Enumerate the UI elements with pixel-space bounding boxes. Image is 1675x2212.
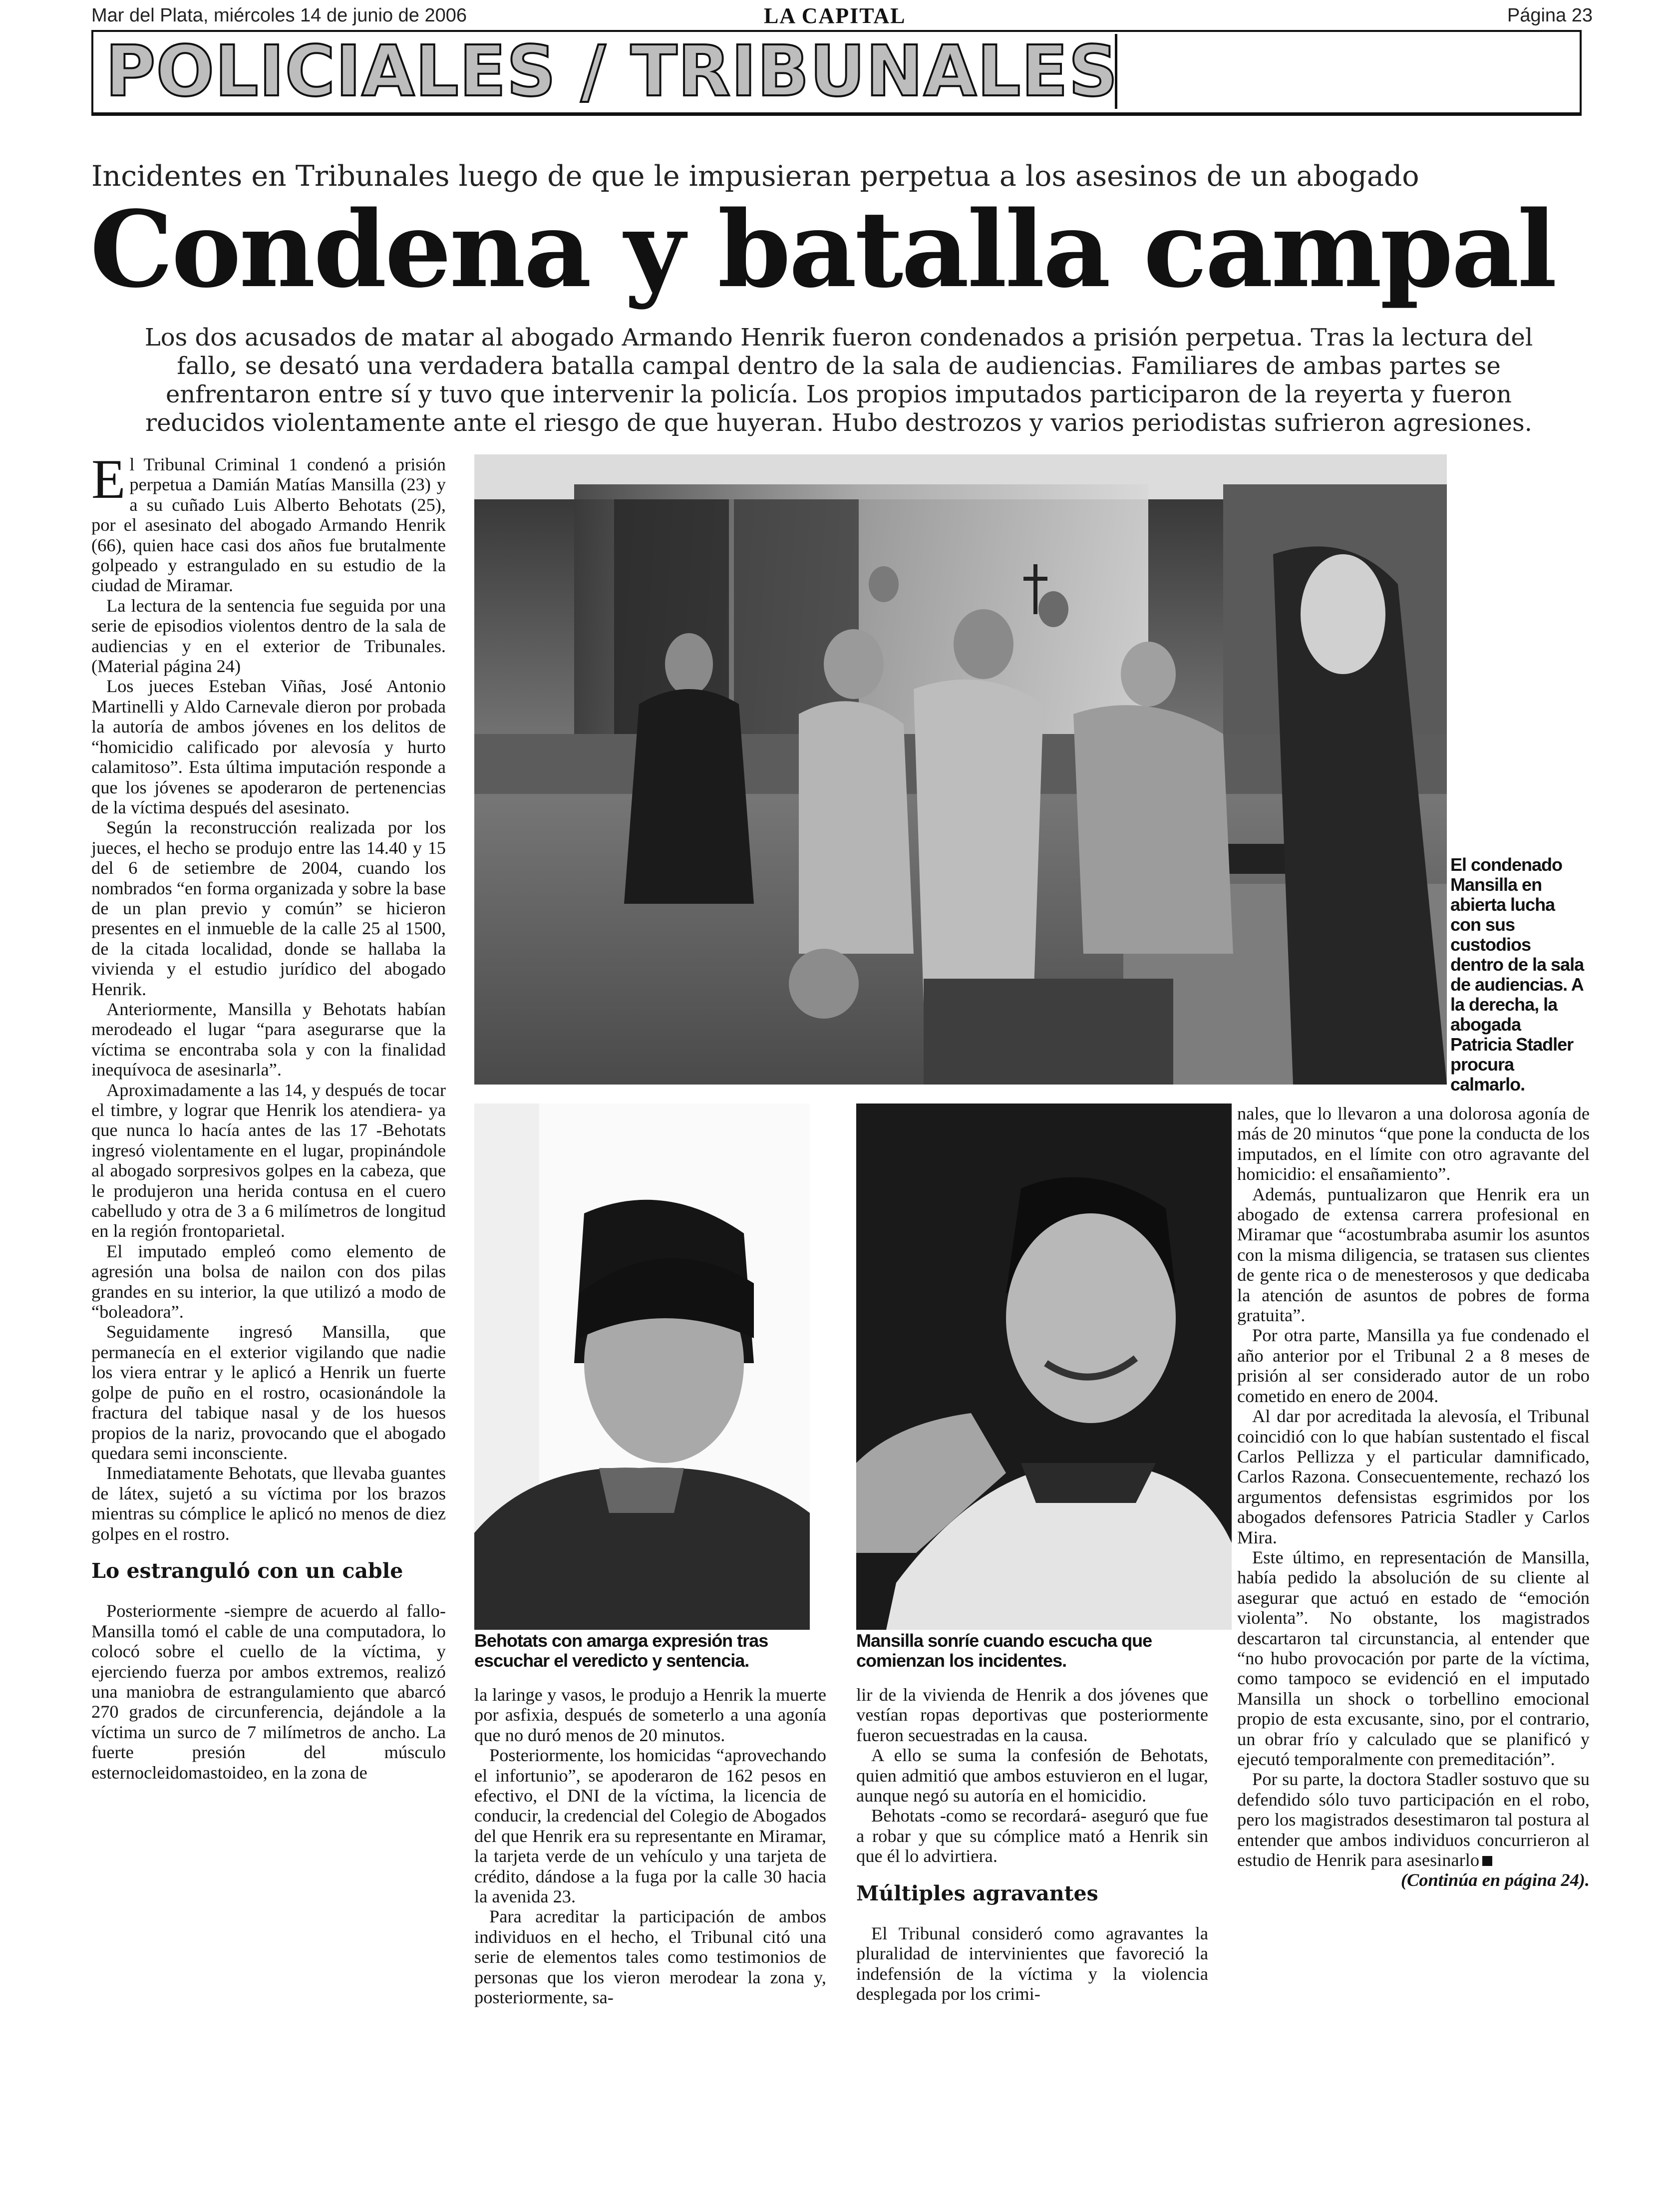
column-3 [856,1685,1208,2004]
dropcap: E [91,448,126,510]
paragraph: Para acreditar la participación de ambos individuos en el hecho, el Tribunal citó una serie de elementos tales como testimonios de personas que los vieron merodear la zona y, posteriormente, sa- [474,1906,826,2008]
masthead: LA CAPITAL [764,3,906,28]
paragraph: Anteriormente, Mansilla y Behotats habían merodeado el lugar “para asegurarse que la víctima se encontraba sola y con la finalidad inequívoca de asesinarla”. [91,999,446,1080]
paragraph: l Tribunal Criminal 1 condenó a prisión perpetua a Damián Matías Mansilla (23) y a su cuñado Luis Alberto Behotats (25), por el asesinato del abogado Armando Henrik (66), quien hace casi dos años fue brutalmente golpeado y estrangulado en su estudio de la ciudad de Miramar. [91,454,446,596]
paragraph: Este último, en representación de Mansilla, había pedido la absolución de su cliente al asegurar que actuó en estado de “emoción violenta”. No obstante, los magistrados descartaron tal circunstancia, al entender que “no hubo provocación por parte de la víctima, como tampoco se evidenció en el imputado Mansilla un shock o torbellino emocional propio de esta excusante, sino, por el contrario, un obrar frío y calculado que se planificó y ejecutó temporalmente con premeditación”. [1237,1547,1590,1769]
paragraph: La lectura de la sentencia fue seguida por una serie de episodios violentos dentro de la sala de audiencias y en el exterior de Tribunales. (Material página 24) [91,595,446,677]
paragraph: Aproximadamente a las 14, y después de tocar el timbre, y lograr que Henrik los atendiera- ya que nunca lo hacía antes de las 17 -Behotats ingresó violentamente en el lugar, propinándole al abogado sorpresivos golpes en la cabeza, que le produjeron una herida contusa en el cuero cabelludo y otra de 3 a 6 milímetros de longitud en la región frontoparietal. [91,1080,446,1241]
paragraph: Posteriormente -siempre de acuerdo al fallo- Mansilla tomó el cable de una computadora, lo colocó sobre el cuello de la víctima, y ejerciendo fuerza por ambos extremos, realizó una maniobra de estrangulamiento que abarcó 270 grados de circunferencia, dejándole a la víctima un surco de 7 milímetros de ancho. La fuerte presión del músculo esternocleidomastoideo, en la zona de [91,1601,446,1783]
paragraph: Inmediatamente Behotats, que llevaba guantes de látex, sujetó a su víctima por los brazos mientras su cómplice le aplicó no menos de diez golpes en el rostro. [91,1463,446,1544]
courtroom-fight-photo [474,454,1447,1085]
behotats-caption: Behotats con amarga expresión tras escuchar el veredicto y sentencia. [474,1630,768,1671]
paragraph: Posteriormente, los homicidas “aprovechando el infortunio”, se apoderaron de 162 pesos en efectivo, el DNI de la víctima, la licencia de conducir, la credencial del Colegio de Abogados del que Henrik era su representante en Miramar, la tarjeta verde de un vehículo y una tarjeta de crédito, dándose a la fuga por la calle 30 hacia la avenida 23. [474,1745,826,1907]
paragraph: Behotats -como se recordará- aseguró que fue a robar y que su cómplice mató a Henrik sin que él lo advirtiera. [856,1806,1208,1866]
column-4 [1237,1104,1590,1890]
mansilla-photo [856,1104,1232,1630]
paragraph: Además, puntualizaron que Henrik era un abogado de extensa carrera profesional en Miramar que “acostumbraba asumir los asuntos con la misma diligencia, se tratasen sus clientes de gente rica o de menesterosos y que dedicaba la atención de asuntos de pobres de forma gratuita”. [1237,1184,1590,1326]
end-mark-icon [1482,1856,1492,1866]
mansilla-portrait [856,1104,1232,1630]
deck: Los dos acusados de matar al abogado Armando Henrik fueron condenados a prisión perpetua. Tras la lectura del fallo, se desató una verdadera batalla campal dentro de la sala de audiencias. Familiares de ambas partes se enfrentaron entre sí y tuvo que intervenir la policía. Los propios imputados participaron de la reyerta y fueron reducidos violentamente ante el riesgo de que huyeran. Hubo destrozos y varios periodistas sufrieron agresiones. [144,324,1533,437]
paragraph: Seguidamente ingresó Mansilla, que permanecía en el exterior vigilando que nadie los viera entrar y le aplicó a Henrik un fuerte golpe de puño en el rostro, ocasionándole la fractura del tabique nasal y de los huesos propios de la nariz, provocando que el abogado quedara semi inconsciente. [91,1322,446,1463]
section-title-box [96,31,1118,112]
paragraph: Por otra parte, Mansilla ya fue condenado el año anterior por el Tribunal 2 a 8 meses de prisión al ser considerado autor de un robo cometido en enero de 2004. [1237,1325,1590,1406]
paragraph: la laringe y vasos, le produjo a Henrik la muerte por asfixia, después de someterlo a una agonía que no duró menos de 20 minutos. [474,1685,826,1745]
continues-note: (Continúa en página 24). [1400,1870,1590,1890]
headline: Condena y batalla campal [90,188,1555,311]
subhead-agravantes: Múltiples agravantes [856,1881,1098,1905]
subhead-cable: Lo estranguló con un cable [91,1558,403,1583]
paragraph: Los jueces Esteban Viñas, José Antonio Martinelli y Aldo Carnevale dieron por probada la autoría de ambos jóvenes en los delitos de “homicidio calificado por alevosía y hurto calamitoso”. Esta última imputación responde a que los jóvenes se apoderaron de pertenencias de la víctima después del asesinato. [91,676,446,817]
paragraph: Según la reconstrucción realizada por los jueces, el hecho se produjo entre las 14.40 y 15 del 6 de setiembre de 2004, cuando los nombrados “en forma organizada y sobre la base de un plan previo y común” se hicieron presentes en el inmueble de la calle 25 al 1500, de la citada localidad, donde se hallaba la vivienda y el estudio jurídico del abogado Henrik. [91,817,446,999]
paragraph-final [1237,1769,1590,1870]
paragraph: lir de la vivienda de Henrik a dos jóvenes que vestían ropas deportivas que posteriormente fueron secuestradas en la causa. [856,1685,1208,1745]
paragraph: A ello se suma la confesión de Behotats, quien admitió que ambos estuvieron en el lugar, aunque negó su autoría en el homicidio. [856,1745,1208,1806]
behotats-photo [474,1104,810,1630]
main-photo-caption: El condenado Mansilla en abierta lucha con sus custodios dentro de la sala de audiencias. A la derecha, la abogada Patricia Stadler procura calmarlo. [1450,854,1584,1095]
kicker: Incidentes en Tribunales luego de que le impusieran perpetua a los asesinos de un abogado [91,160,1419,193]
main-photo [474,454,1447,1085]
paragraph: El Tribunal consideró como agravantes la pluralidad de intervinientes que favoreció la indefensión de la víctima y la violencia desplegada por los crimi- [856,1923,1208,2004]
paragraph: nales, que lo llevaron a una dolorosa agonía de más de 20 minutos “que pone la conducta de los imputados, en el límite con otro agravante del homicidio: el ensañamiento”. [1237,1104,1590,1184]
behotats-portrait [474,1104,810,1630]
dateline: Mar del Plata, miércoles 14 de junio de 2006 [91,5,467,26]
final-text: Por su parte, la doctora Stadler sostuvo que su defendido sólo tuvo participación en el robo, pero los magistrados desestimaron tal postura al entender que ambos individuos concurrieron al estudio de Henrik para asesinarlo [1237,1769,1590,1870]
column-1 [91,448,446,1783]
column-2 [474,1685,826,2008]
mansilla-caption: Mansilla sonríe cuando escucha que comienzan los incidentes. [856,1630,1152,1671]
section-title: POLICIALES / TRIBUNALES [105,31,1118,112]
page-number: Página 23 [1507,5,1593,26]
paragraph: El imputado empleó como elemento de agresión una bolsa de nailon con dos pilas grandes en su interior, la que utilizó a modo de “boleadora”. [91,1241,446,1322]
paragraph: Al dar por acreditada la alevosía, el Tribunal coincidió con lo que habían sustentado el fiscal Carlos Pellizza y el particular damnificado, Carlos Razona. Consecuentemente, rechazó los argumentos defensistas esgrimidos por los abogados defensores Patricia Stadler y Carlos Mira. [1237,1406,1590,1547]
section-banner [91,30,1582,116]
